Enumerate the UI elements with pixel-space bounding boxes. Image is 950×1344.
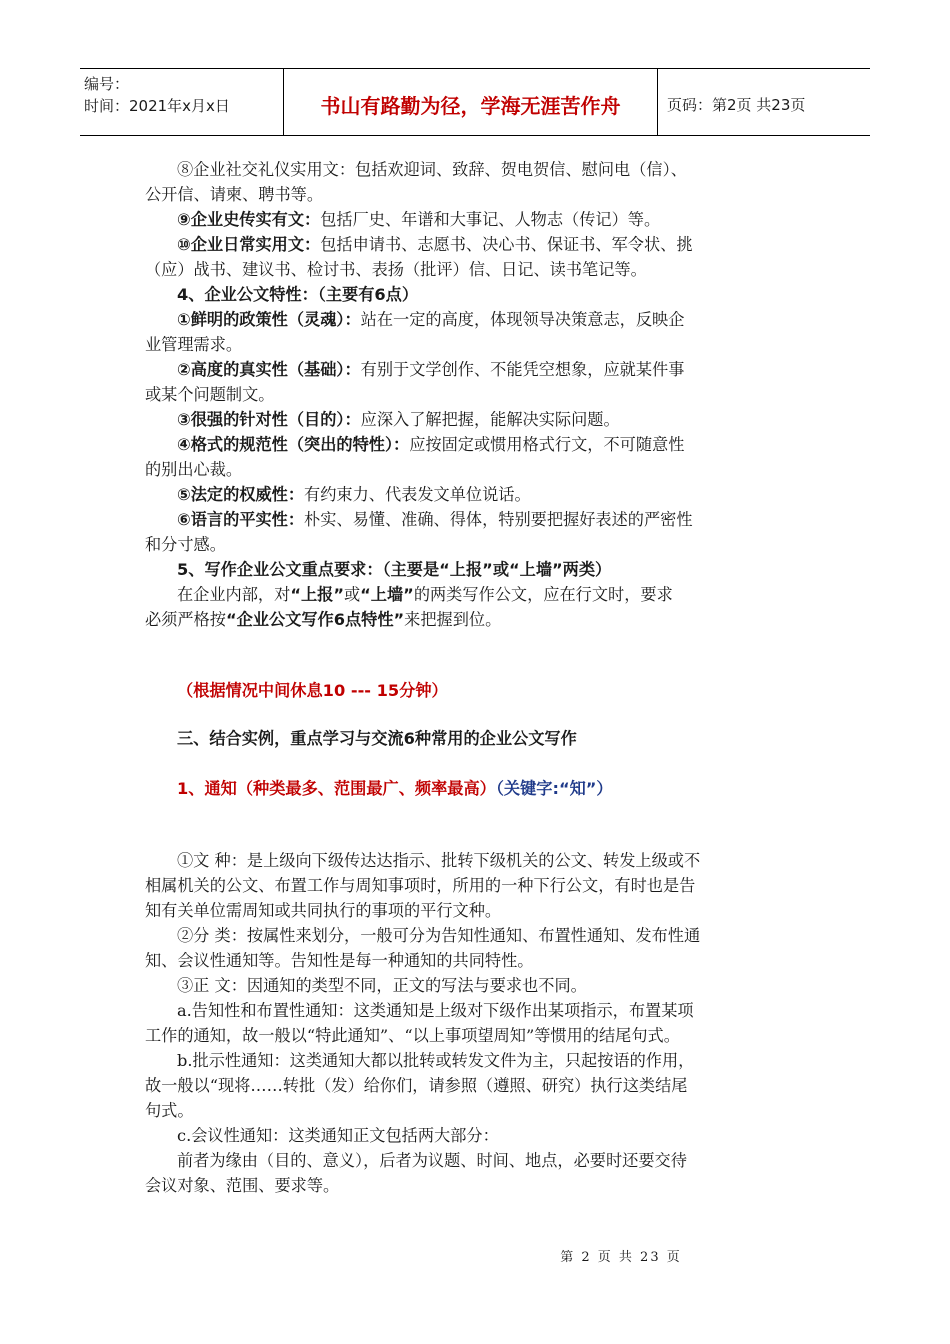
paragraph-line: 相属机关的公文、布置工作与周知事项时，所用的一种下行公文，有时也是告 <box>145 876 696 895</box>
paragraph-line: b.批示性通知：这类通知大都以批转或转发文件为主，只起按语的作用， <box>177 1051 695 1070</box>
paragraph-line: 必须严格按“企业公文写作6点特性”来把握到位。 <box>145 610 502 629</box>
paragraph-line: 故一般以“现将……转批（发）给你们，请参照（遵照、研究）执行这类结尾 <box>145 1076 688 1095</box>
item-label: ⑤法定的权威性： <box>177 485 305 504</box>
paragraph-line: ③很强的针对性（目的）：应深入了解把握，能解决实际问题。 <box>177 410 620 429</box>
keyword-label: （关键字:“知”） <box>495 779 613 798</box>
number-label: 编号： <box>84 75 130 93</box>
section-heading: 5、写作企业公文重点要求：（主要是“上报”或“上墙”两类） <box>177 560 612 579</box>
item-label: ③很强的针对性（目的）： <box>177 410 361 429</box>
section-heading: 4、企业公文特性：（主要有6点） <box>177 285 419 304</box>
paragraph-line: 句式。 <box>145 1101 194 1120</box>
section-heading: 三、结合实例，重点学习与交流6种常用的企业公文写作 <box>177 729 577 748</box>
paragraph-line: 在企业内部，对“上报”或“上墙”的两类写作公文，应在行文时，要求 <box>177 585 673 604</box>
document-body <box>145 157 809 1198</box>
paragraph-line: ①鲜明的政策性（灵魂）：站在一定的高度，体现领导决策意志，反映企 <box>177 310 685 329</box>
item-label: ⑥语言的平实性： <box>177 510 305 529</box>
item-label: ②高度的真实性（基础）： <box>177 360 361 379</box>
header-motto: 书山有路勤为径，学海无涯苦作舟 <box>283 69 658 135</box>
paragraph-line: a.告知性和布置性通知：这类通知是上级对下级作出某项指示，布置某项 <box>177 1001 694 1020</box>
paragraph-line: 知有关单位需周知或共同执行的事项的平行文种。 <box>145 901 502 920</box>
page-header <box>80 68 870 136</box>
paragraph-line: ③正 文：因通知的类型不同，正文的写法与要求也不同。 <box>177 976 587 995</box>
paragraph-line: ⑩企业日常实用文：包括申请书、志愿书、决心书、保证书、军令状、挑 <box>177 235 693 254</box>
item-label: ⑨企业史传实有文： <box>177 210 321 229</box>
item-label: ④格式的规范性（突出的特性）： <box>177 435 410 454</box>
paragraph-line: 工作的通知，故一般以“特此通知”、“以上事项望周知”等惯用的结尾句式。 <box>145 1026 680 1045</box>
paragraph-line: 或某个问题制文。 <box>145 385 275 404</box>
item-label: ⑩企业日常实用文： <box>177 235 321 254</box>
subsection-heading: 1、通知（种类最多、范围最广、频率最高）（关键字:“知”） <box>177 779 613 798</box>
paragraph-line: （应）战书、建议书、检讨书、表扬（批评）信、日记、读书笔记等。 <box>145 260 647 279</box>
time-label: 时间：2021年x月x日 <box>84 97 230 115</box>
paragraph-line: 会议对象、范围、要求等。 <box>145 1176 340 1195</box>
paragraph-line: ②高度的真实性（基础）：有别于文学创作、不能凭空想象，应就某件事 <box>177 360 685 379</box>
paragraph-line: c.会议性通知：这类通知正文包括两大部分： <box>177 1126 499 1145</box>
paragraph-line: 业管理需求。 <box>145 335 243 354</box>
paragraph-line: ②分 类：按属性来划分，一般可分为告知性通知、布置性通知、发布性通 <box>177 926 701 945</box>
header-meta <box>80 69 283 135</box>
paragraph-line: ④格式的规范性（突出的特性）：应按固定或惯用格式行文，不可随意性 <box>177 435 685 454</box>
paragraph-line: ⑨企业史传实有文：包括厂史、年谱和大事记、人物志（传记）等。 <box>177 210 661 229</box>
paragraph-line: ⑧企业社交礼仪实用文：包括欢迎词、致辞、贺电贺信、慰问电（信）、 <box>177 160 687 179</box>
paragraph-line: 的别出心裁。 <box>145 460 243 479</box>
paragraph-line: ⑥语言的平实性：朴实、易懂、准确、得体，特别要把握好表述的严密性 <box>177 510 693 529</box>
paragraph-line: ⑤法定的权威性：有约束力、代表发文单位说话。 <box>177 485 531 504</box>
header-page-info: 页码：第2页 共23页 <box>667 95 806 114</box>
paragraph-line: ①文 种：是上级向下级传达达指示、批转下级机关的公文、转发上级或不 <box>177 851 701 870</box>
page-footer: 第 2 页 共 23 页 <box>560 1250 682 1265</box>
item-label: ①鲜明的政策性（灵魂）： <box>177 310 361 329</box>
break-note: （根据情况中间休息10 --- 15分钟） <box>177 681 448 700</box>
paragraph-line: 前者为缘由（目的、意义），后者为议题、时间、地点，必要时还要交待 <box>177 1151 687 1170</box>
paragraph-line: 公开信、请柬、聘书等。 <box>145 185 324 204</box>
paragraph-line: 和分寸感。 <box>145 535 226 554</box>
paragraph-line: 知、会议性通知等。告知性是每一种通知的共同特性。 <box>145 951 534 970</box>
